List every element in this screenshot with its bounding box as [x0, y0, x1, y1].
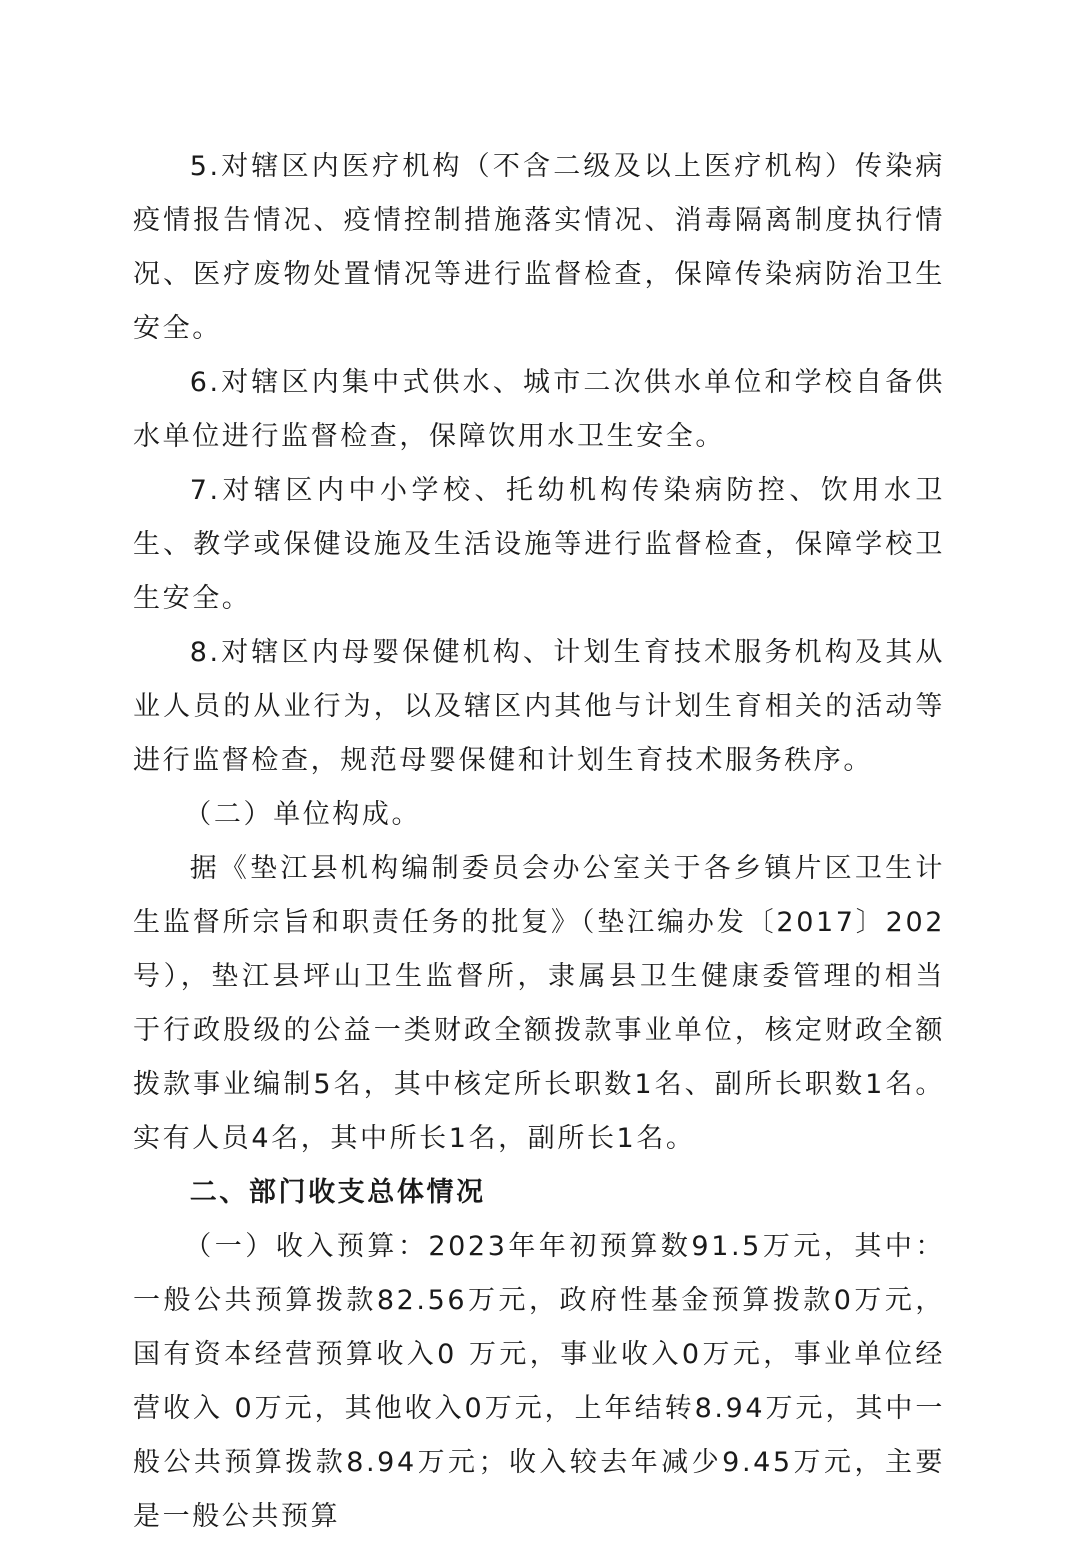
paragraph-income-budget: （一）收入预算：2023年年初预算数91.5万元，其中：一般公共预算拨款82.56万元，政府性基金预算拨款0万元，国有资本经营预算收入0 万元，事业收入0万元，事业单位经营收入 0万元，其他收入0万元，上年结转8.94万元，其中一般公共预算拨款8.94万元；收入较去年减少9.45万元，主要是一般公共预算: [133, 1231, 945, 1532]
paragraph-unit-composition: 据《垫江县机构编制委员会办公室关于各乡镇片区卫生计生监督所宗旨和职责任务的批复》（垫江编办发〔2017〕202号），垫江县坪山卫生监督所，隶属县卫生健康委管理的相当于行政股级的公益一类财政全额拨款事业单位，核定财政全额拨款事业编制5名，其中核定所长职数1名、副所长职数1名。实有人员4名，其中所长1名，副所长1名。: [133, 853, 945, 1154]
section-heading-budget-overview: 二、部门收支总体情况: [189, 1177, 486, 1208]
paragraph-item-6: 6.对辖区内集中式供水、城市二次供水单位和学校自备供水单位进行监督检查，保障饮用水卫生安全。: [133, 367, 945, 452]
paragraph-item-8: 8.对辖区内母婴保健机构、计划生育技术服务机构及其从业人员的从业行为，以及辖区内其他与计划生育相关的活动等进行监督检查，规范母婴保健和计划生育技术服务秩序。: [133, 637, 945, 776]
document-body: [133, 140, 945, 1544]
subsection-heading-unit-composition: （二）单位构成。: [184, 799, 422, 830]
paragraph-item-5: 5.对辖区内医疗机构（不含二级及以上医疗机构）传染病疫情报告情况、疫情控制措施落实情况、消毒隔离制度执行情况、医疗废物处置情况等进行监督检查，保障传染病防治卫生安全。: [133, 151, 945, 344]
paragraph-item-7: 7.对辖区内中小学校、托幼机构传染病防控、饮用水卫生、教学或保健设施及生活设施等进行监督检查，保障学校卫生安全。: [133, 475, 945, 614]
